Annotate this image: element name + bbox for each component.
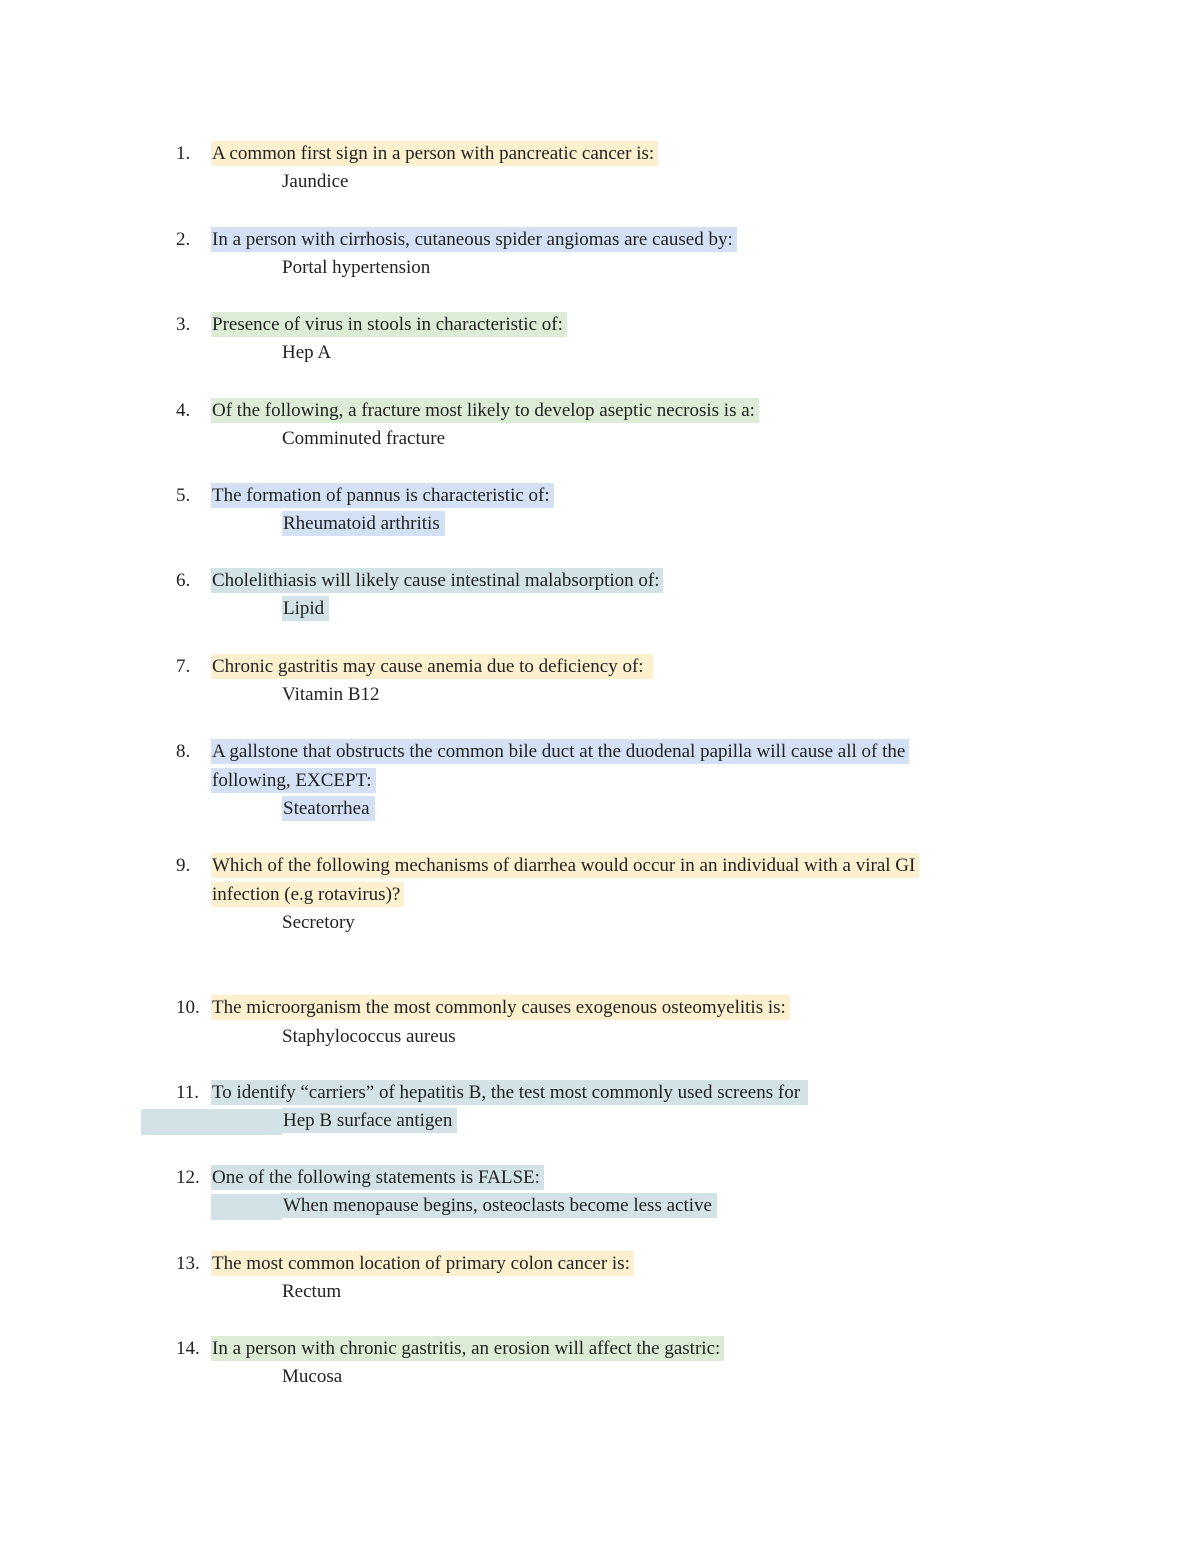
answer-text: Secretory <box>282 912 355 933</box>
answer-text: Vitamin B12 <box>282 684 380 705</box>
question-text <box>211 653 653 682</box>
question-line: Chronic gastritis may cause anemia due to deficiency of: <box>211 654 653 679</box>
answer-text: Staphylococcus aureus <box>282 1026 456 1047</box>
answer-text: Mucosa <box>282 1366 343 1387</box>
question-text <box>211 482 554 511</box>
question-line: In a person with chronic gastritis, an erosion will affect the gastric: <box>211 1336 724 1361</box>
answer-text: Lipid <box>282 596 329 621</box>
answer-text: Jaundice <box>282 171 349 192</box>
highlight-band <box>211 1194 282 1220</box>
answer-text: Rectum <box>282 1281 342 1302</box>
question-line: infection (e.g rotavirus)? <box>211 882 404 907</box>
question-text <box>211 226 737 255</box>
question-line: Of the following, a fracture most likely to develop aseptic necrosis is a: <box>211 398 759 423</box>
highlight-band <box>141 1109 282 1135</box>
question-number: 9. <box>176 855 191 876</box>
question-number: 11. <box>176 1082 200 1103</box>
question-line: The microorganism the most commonly causes exogenous osteomyelitis is: <box>211 995 790 1020</box>
question-text <box>211 1250 634 1279</box>
question-number: 4. <box>176 400 191 421</box>
question-number: 8. <box>176 741 191 762</box>
question-text <box>211 311 567 340</box>
question-text <box>211 567 663 596</box>
answer-text: Rheumatoid arthritis <box>282 511 445 536</box>
question-line: To identify “carriers” of hepatitis B, the test most commonly used screens for <box>211 1080 808 1105</box>
question-number: 12. <box>176 1167 200 1188</box>
answer-text: Portal hypertension <box>282 257 431 278</box>
question-number: 5. <box>176 485 191 506</box>
question-line: following, EXCEPT: <box>211 768 376 793</box>
question-text <box>211 1079 808 1108</box>
question-number: 13. <box>176 1253 200 1274</box>
question-text <box>211 738 909 795</box>
question-text <box>211 1335 724 1364</box>
answer-text: When menopause begins, osteoclasts become less active <box>282 1193 717 1218</box>
question-number: 7. <box>176 656 191 677</box>
question-number: 2. <box>176 229 191 250</box>
question-text <box>211 994 790 1023</box>
question-text <box>211 852 919 909</box>
question-line: Cholelithiasis will likely cause intestinal malabsorption of: <box>211 568 663 593</box>
question-number: 10. <box>176 997 200 1018</box>
question-number: 3. <box>176 314 191 335</box>
question-line: Presence of virus in stools in characteristic of: <box>211 312 567 337</box>
question-line: A gallstone that obstructs the common bile duct at the duodenal papilla will cause all of the <box>211 739 909 764</box>
question-line: The formation of pannus is characteristic of: <box>211 483 554 508</box>
question-number: 1. <box>176 143 191 164</box>
question-line: The most common location of primary colon cancer is: <box>211 1251 634 1276</box>
question-line: A common first sign in a person with pancreatic cancer is: <box>211 141 658 166</box>
answer-text: Steatorrhea <box>282 796 375 821</box>
question-number: 6. <box>176 570 191 591</box>
question-text <box>211 1164 544 1193</box>
question-line: Which of the following mechanisms of diarrhea would occur in an individual with a viral GI <box>211 853 919 878</box>
answer-text: Hep A <box>282 342 332 363</box>
question-line: In a person with cirrhosis, cutaneous spider angiomas are caused by: <box>211 227 737 252</box>
question-line: One of the following statements is FALSE: <box>211 1165 544 1190</box>
answer-text: Comminuted fracture <box>282 428 446 449</box>
answer-text: Hep B surface antigen <box>282 1108 457 1133</box>
question-number: 14. <box>176 1338 200 1359</box>
question-text <box>211 397 759 426</box>
question-text <box>211 140 658 169</box>
